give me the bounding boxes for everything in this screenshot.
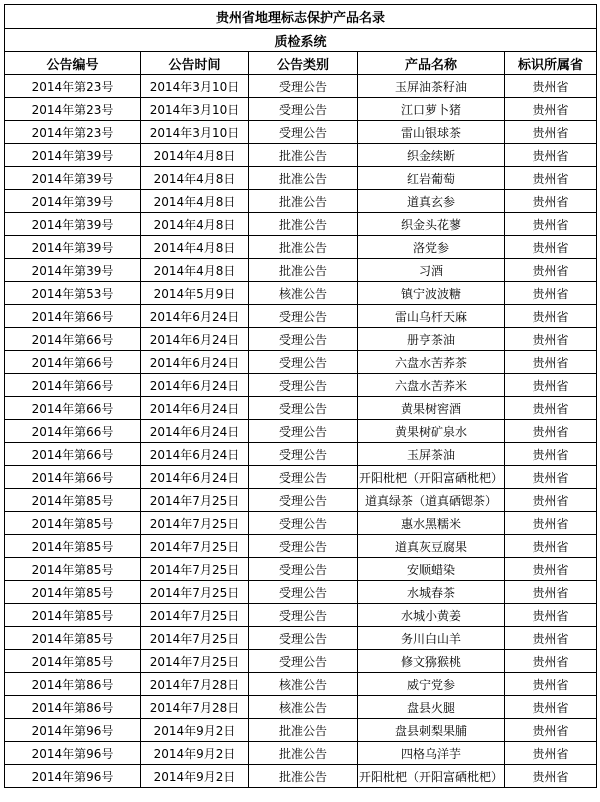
- product-name-cell: 道真绿茶（道真硒锶茶）: [358, 489, 505, 512]
- province-cell: 贵州省: [505, 742, 597, 765]
- notice-number-cell: 2014年第23号: [5, 75, 141, 98]
- notice-date-cell: 2014年6月24日: [141, 305, 249, 328]
- notice-number-cell: 2014年第23号: [5, 98, 141, 121]
- notice-type-cell: 批准公告: [249, 144, 358, 167]
- table-row: [5, 466, 597, 489]
- notice-date-cell: 2014年9月2日: [141, 765, 249, 788]
- product-name-cell: 习酒: [358, 259, 505, 282]
- notice-date-cell: 2014年6月24日: [141, 466, 249, 489]
- notice-type-cell: 受理公告: [249, 627, 358, 650]
- province-cell: 贵州省: [505, 719, 597, 742]
- table-row: [5, 351, 597, 374]
- table-row: [5, 328, 597, 351]
- province-cell: 贵州省: [505, 765, 597, 788]
- notice-type-cell: 批准公告: [249, 719, 358, 742]
- notice-type-cell: 批准公告: [249, 742, 358, 765]
- notice-number-cell: 2014年第39号: [5, 259, 141, 282]
- notice-date-cell: 2014年6月24日: [141, 351, 249, 374]
- notice-date-cell: 2014年7月25日: [141, 604, 249, 627]
- notice-date-cell: 2014年7月25日: [141, 535, 249, 558]
- table-row: [5, 650, 597, 673]
- table-row: [5, 190, 597, 213]
- notice-date-cell: 2014年9月2日: [141, 742, 249, 765]
- notice-number-cell: 2014年第66号: [5, 420, 141, 443]
- notice-type-cell: 受理公告: [249, 351, 358, 374]
- table-body: [5, 75, 597, 788]
- notice-date-cell: 2014年9月2日: [141, 719, 249, 742]
- notice-number-cell: 2014年第96号: [5, 719, 141, 742]
- province-cell: 贵州省: [505, 167, 597, 190]
- notice-number-cell: 2014年第66号: [5, 466, 141, 489]
- province-cell: 贵州省: [505, 627, 597, 650]
- province-cell: 贵州省: [505, 673, 597, 696]
- province-cell: 贵州省: [505, 305, 597, 328]
- page-title: 贵州省地理标志保护产品名录: [5, 5, 597, 29]
- notice-number-cell: 2014年第39号: [5, 167, 141, 190]
- notice-type-cell: 受理公告: [249, 328, 358, 351]
- product-name-cell: 水城小黄姜: [358, 604, 505, 627]
- province-cell: 贵州省: [505, 397, 597, 420]
- province-cell: 贵州省: [505, 489, 597, 512]
- table-row: [5, 765, 597, 788]
- column-header-notice-date: 公告时间: [141, 52, 249, 75]
- table-row: [5, 144, 597, 167]
- column-header-province: 标识所属省: [505, 52, 597, 75]
- province-cell: 贵州省: [505, 374, 597, 397]
- notice-date-cell: 2014年7月25日: [141, 627, 249, 650]
- product-name-cell: 开阳枇杷（开阳富硒枇杷）: [358, 466, 505, 489]
- notice-number-cell: 2014年第85号: [5, 650, 141, 673]
- product-name-cell: 安顺蜡染: [358, 558, 505, 581]
- province-cell: 贵州省: [505, 282, 597, 305]
- notice-type-cell: 受理公告: [249, 581, 358, 604]
- notice-type-cell: 受理公告: [249, 75, 358, 98]
- notice-number-cell: 2014年第85号: [5, 581, 141, 604]
- table-row: [5, 443, 597, 466]
- table-row: [5, 420, 597, 443]
- notice-type-cell: 核准公告: [249, 673, 358, 696]
- notice-type-cell: 批准公告: [249, 167, 358, 190]
- notice-number-cell: 2014年第96号: [5, 742, 141, 765]
- table-row: [5, 604, 597, 627]
- notice-date-cell: 2014年7月28日: [141, 696, 249, 719]
- notice-type-cell: 受理公告: [249, 443, 358, 466]
- product-name-cell: 盘县刺梨果脯: [358, 719, 505, 742]
- product-name-cell: 织金续断: [358, 144, 505, 167]
- table-row: [5, 535, 597, 558]
- notice-date-cell: 2014年6月24日: [141, 374, 249, 397]
- notice-type-cell: 批准公告: [249, 236, 358, 259]
- notice-date-cell: 2014年7月25日: [141, 489, 249, 512]
- product-name-cell: 雷山银球茶: [358, 121, 505, 144]
- notice-date-cell: 2014年6月24日: [141, 397, 249, 420]
- product-name-cell: 道真玄参: [358, 190, 505, 213]
- province-cell: 贵州省: [505, 236, 597, 259]
- table-row: [5, 581, 597, 604]
- table-row: [5, 719, 597, 742]
- notice-type-cell: 受理公告: [249, 397, 358, 420]
- province-cell: 贵州省: [505, 650, 597, 673]
- notice-type-cell: 受理公告: [249, 650, 358, 673]
- product-name-cell: 黄果树矿泉水: [358, 420, 505, 443]
- product-name-cell: 册亨茶油: [358, 328, 505, 351]
- notice-date-cell: 2014年6月24日: [141, 443, 249, 466]
- table-row: [5, 627, 597, 650]
- product-name-cell: 威宁党参: [358, 673, 505, 696]
- product-name-cell: 道真灰豆腐果: [358, 535, 505, 558]
- notice-number-cell: 2014年第66号: [5, 374, 141, 397]
- notice-type-cell: 受理公告: [249, 374, 358, 397]
- table-row: [5, 673, 597, 696]
- notice-date-cell: 2014年7月28日: [141, 673, 249, 696]
- notice-number-cell: 2014年第39号: [5, 144, 141, 167]
- product-name-cell: 雷山乌杆天麻: [358, 305, 505, 328]
- product-name-cell: 织金头花蓼: [358, 213, 505, 236]
- notice-date-cell: 2014年7月25日: [141, 512, 249, 535]
- product-name-cell: 红岩葡萄: [358, 167, 505, 190]
- notice-type-cell: 受理公告: [249, 535, 358, 558]
- notice-type-cell: 受理公告: [249, 98, 358, 121]
- notice-number-cell: 2014年第39号: [5, 190, 141, 213]
- notice-number-cell: 2014年第86号: [5, 673, 141, 696]
- notice-number-cell: 2014年第66号: [5, 397, 141, 420]
- notice-number-cell: 2014年第39号: [5, 236, 141, 259]
- province-cell: 贵州省: [505, 443, 597, 466]
- product-name-cell: 盘县火腿: [358, 696, 505, 719]
- notice-number-cell: 2014年第85号: [5, 512, 141, 535]
- notice-type-cell: 受理公告: [249, 558, 358, 581]
- column-header-notice-number: 公告编号: [5, 52, 141, 75]
- province-cell: 贵州省: [505, 75, 597, 98]
- notice-type-cell: 受理公告: [249, 121, 358, 144]
- system-row: [5, 29, 597, 52]
- notice-number-cell: 2014年第39号: [5, 213, 141, 236]
- product-name-cell: 四格乌洋芋: [358, 742, 505, 765]
- product-name-cell: 修文猕猴桃: [358, 650, 505, 673]
- catalog-sheet: [4, 4, 596, 788]
- table-row: [5, 98, 597, 121]
- province-cell: 贵州省: [505, 696, 597, 719]
- province-cell: 贵州省: [505, 558, 597, 581]
- product-name-cell: 玉屏油茶籽油: [358, 75, 505, 98]
- table-row: [5, 75, 597, 98]
- province-cell: 贵州省: [505, 190, 597, 213]
- province-cell: 贵州省: [505, 512, 597, 535]
- notice-date-cell: 2014年4月8日: [141, 167, 249, 190]
- notice-type-cell: 核准公告: [249, 696, 358, 719]
- notice-type-cell: 受理公告: [249, 466, 358, 489]
- table-row: [5, 305, 597, 328]
- province-cell: 贵州省: [505, 213, 597, 236]
- product-name-cell: 水城春茶: [358, 581, 505, 604]
- table-row: [5, 489, 597, 512]
- notice-type-cell: 受理公告: [249, 604, 358, 627]
- table-row: [5, 742, 597, 765]
- notice-date-cell: 2014年6月24日: [141, 328, 249, 351]
- province-cell: 贵州省: [505, 328, 597, 351]
- notice-type-cell: 受理公告: [249, 305, 358, 328]
- province-cell: 贵州省: [505, 466, 597, 489]
- header-row: [5, 52, 597, 75]
- notice-type-cell: 批准公告: [249, 213, 358, 236]
- product-name-cell: 镇宁波波糖: [358, 282, 505, 305]
- product-name-cell: 务川白山羊: [358, 627, 505, 650]
- table-row: [5, 282, 597, 305]
- column-header-product-name: 产品名称: [358, 52, 505, 75]
- product-name-cell: 惠水黑糯米: [358, 512, 505, 535]
- notice-number-cell: 2014年第53号: [5, 282, 141, 305]
- notice-type-cell: 受理公告: [249, 489, 358, 512]
- notice-number-cell: 2014年第85号: [5, 627, 141, 650]
- table-row: [5, 121, 597, 144]
- province-cell: 贵州省: [505, 535, 597, 558]
- notice-date-cell: 2014年5月9日: [141, 282, 249, 305]
- province-cell: 贵州省: [505, 144, 597, 167]
- notice-date-cell: 2014年4月8日: [141, 236, 249, 259]
- province-cell: 贵州省: [505, 581, 597, 604]
- notice-date-cell: 2014年4月8日: [141, 144, 249, 167]
- notice-type-cell: 受理公告: [249, 420, 358, 443]
- table-row: [5, 397, 597, 420]
- notice-date-cell: 2014年4月8日: [141, 259, 249, 282]
- province-cell: 贵州省: [505, 98, 597, 121]
- table-row: [5, 213, 597, 236]
- notice-type-cell: 批准公告: [249, 259, 358, 282]
- product-name-cell: 开阳枇杷（开阳富硒枇杷）: [358, 765, 505, 788]
- notice-type-cell: 批准公告: [249, 765, 358, 788]
- notice-date-cell: 2014年6月24日: [141, 420, 249, 443]
- table-row: [5, 512, 597, 535]
- notice-number-cell: 2014年第66号: [5, 443, 141, 466]
- province-cell: 贵州省: [505, 604, 597, 627]
- province-cell: 贵州省: [505, 121, 597, 144]
- province-cell: 贵州省: [505, 259, 597, 282]
- table-row: [5, 236, 597, 259]
- table-row: [5, 374, 597, 397]
- province-cell: 贵州省: [505, 420, 597, 443]
- notice-number-cell: 2014年第66号: [5, 351, 141, 374]
- product-name-cell: 江口萝卜猪: [358, 98, 505, 121]
- notice-number-cell: 2014年第85号: [5, 535, 141, 558]
- notice-date-cell: 2014年3月10日: [141, 98, 249, 121]
- product-name-cell: 六盘水苦荞茶: [358, 351, 505, 374]
- catalog-table: [4, 4, 597, 788]
- province-cell: 贵州省: [505, 351, 597, 374]
- notice-type-cell: 核准公告: [249, 282, 358, 305]
- notice-number-cell: 2014年第85号: [5, 604, 141, 627]
- notice-date-cell: 2014年4月8日: [141, 213, 249, 236]
- column-header-notice-type: 公告类别: [249, 52, 358, 75]
- notice-number-cell: 2014年第66号: [5, 305, 141, 328]
- notice-date-cell: 2014年7月25日: [141, 558, 249, 581]
- table-row: [5, 696, 597, 719]
- product-name-cell: 黄果树窖酒: [358, 397, 505, 420]
- table-row: [5, 558, 597, 581]
- notice-number-cell: 2014年第86号: [5, 696, 141, 719]
- notice-number-cell: 2014年第23号: [5, 121, 141, 144]
- notice-date-cell: 2014年3月10日: [141, 75, 249, 98]
- product-name-cell: 玉屏茶油: [358, 443, 505, 466]
- table-row: [5, 259, 597, 282]
- product-name-cell: 洛党参: [358, 236, 505, 259]
- notice-number-cell: 2014年第85号: [5, 558, 141, 581]
- notice-date-cell: 2014年4月8日: [141, 190, 249, 213]
- product-name-cell: 六盘水苦荞米: [358, 374, 505, 397]
- notice-date-cell: 2014年7月25日: [141, 650, 249, 673]
- system-label: 质检系统: [5, 29, 597, 52]
- notice-type-cell: 批准公告: [249, 190, 358, 213]
- notice-number-cell: 2014年第85号: [5, 489, 141, 512]
- notice-date-cell: 2014年3月10日: [141, 121, 249, 144]
- notice-number-cell: 2014年第96号: [5, 765, 141, 788]
- table-row: [5, 167, 597, 190]
- notice-type-cell: 受理公告: [249, 512, 358, 535]
- notice-date-cell: 2014年7月25日: [141, 581, 249, 604]
- title-row: [5, 5, 597, 29]
- notice-number-cell: 2014年第66号: [5, 328, 141, 351]
